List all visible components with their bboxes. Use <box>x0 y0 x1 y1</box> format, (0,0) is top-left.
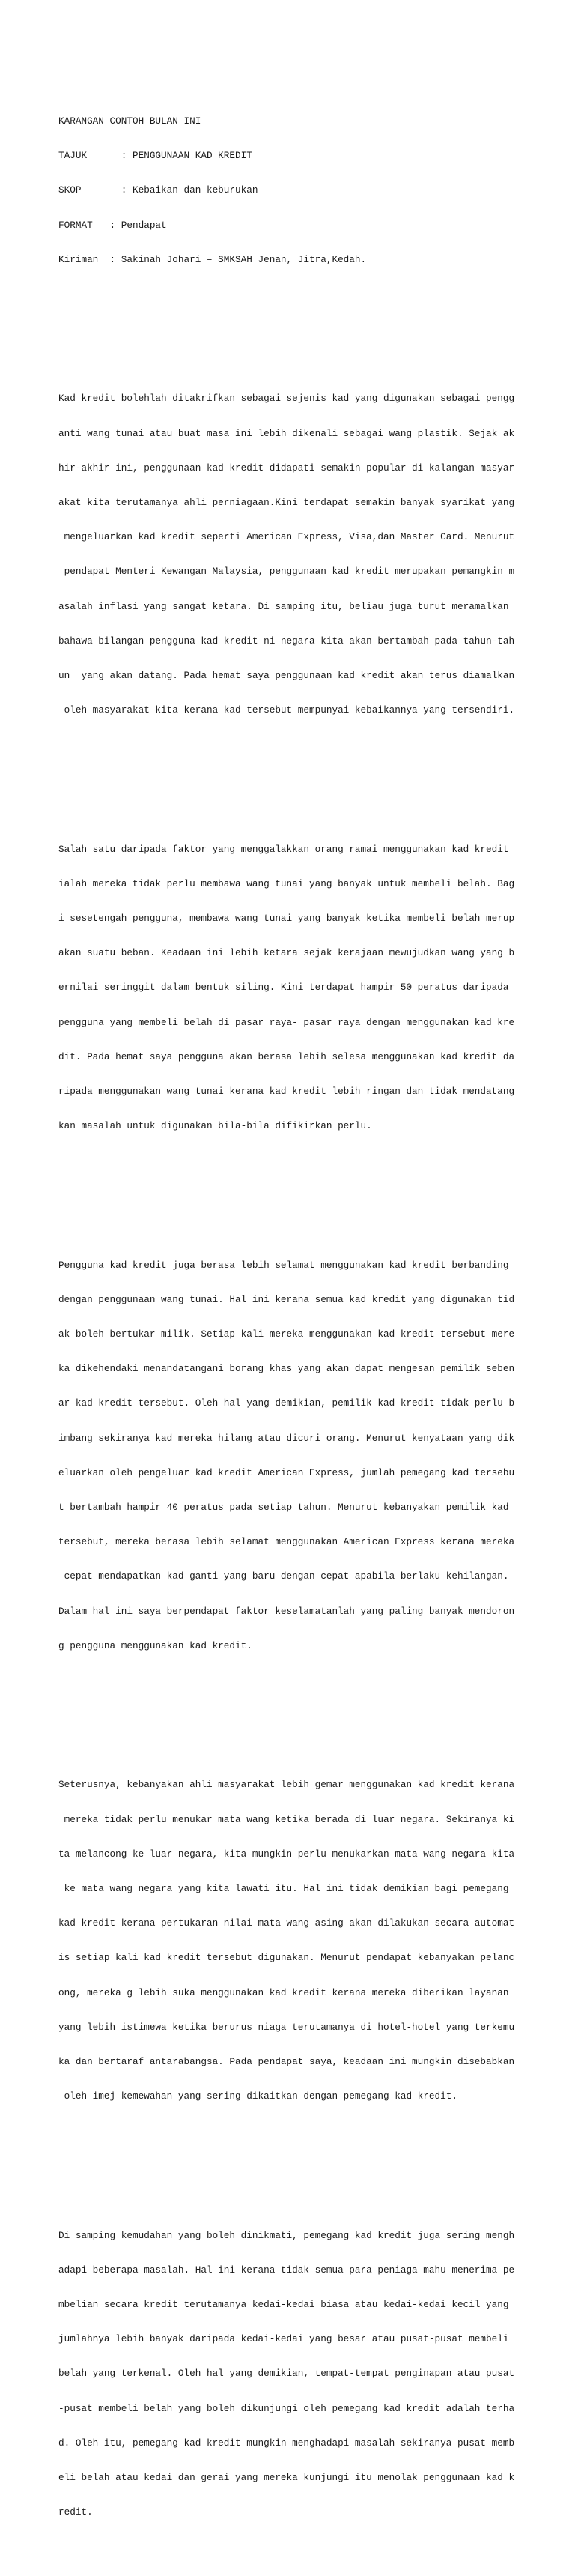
text-line: imbang sekiranya kad mereka hilang atau dicuri orang. Menurut kenyataan yang dik <box>58 1432 515 1444</box>
text-line: ka dan bertaraf antarabangsa. Pada pendapat saya, keadaan ini mungkin disebabkan <box>58 2055 515 2067</box>
paragraph-1 <box>58 369 538 739</box>
text-line: is setiap kali kad kredit tersebut digunakan. Menurut pendapat kebanyakan pelanc <box>58 1952 515 1964</box>
text-line: ak boleh bertukar milik. Setiap kali mereka menggunakan kad kredit tersebut mere <box>58 1328 515 1340</box>
paragraph-2 <box>58 820 538 1155</box>
text-line: redit. <box>58 2506 93 2518</box>
text-line: mbelian secara kredit terutamanya kedai-kedai biasa atau kedai-kedai kecil yang <box>58 2299 509 2311</box>
text-line: cepat mendapatkan kad ganti yang baru dengan cepat apabila berlaku kehilangan. <box>58 1570 509 1582</box>
header-line: SKOP : Kebaikan dan keburukan <box>58 184 258 196</box>
text-line: ernilai seringgit dalam bentuk siling. Kini terdapat hampir 50 peratus daripada <box>58 982 509 994</box>
text-line: ke mata wang negara yang kita lawati itu. Hal ini tidak demikian bagi pemegang <box>58 1882 509 1894</box>
text-line: adapi beberapa masalah. Hal ini kerana tidak semua para peniaga mahu menerima pe <box>58 2264 515 2276</box>
text-line: g pengguna menggunakan kad kredit. <box>58 1639 252 1651</box>
text-line: mengeluarkan kad kredit seperti American Express, Visa,dan Master Card. Menurut <box>58 531 515 543</box>
text-line: anti wang tunai atau buat masa ini lebih dikenali sebagai wang plastik. Sejak ak <box>58 427 515 439</box>
text-line: dengan penggunaan wang tunai. Hal ini kerana semua kad kredit yang digunakan tid <box>58 1293 515 1305</box>
text-line: oleh imej kemewahan yang sering dikaitkan dengan pemegang kad kredit. <box>58 2090 457 2102</box>
text-line: Pengguna kad kredit juga berasa lebih selamat menggunakan kad kredit berbanding <box>58 1259 509 1271</box>
header-line: Kiriman : Sakinah Johari – SMKSAH Jenan, Jitra,Kedah. <box>58 253 367 265</box>
text-line: belah yang terkenal. Oleh hal yang demikian, tempat-tempat penginapan atau pusat <box>58 2368 515 2380</box>
text-line: eli belah atau kedai dan gerai yang mereka kunjungi itu menolak penggunaan kad k <box>58 2472 515 2484</box>
document-header <box>58 92 538 288</box>
text-line: i sesetengah pengguna, membawa wang tunai yang banyak ketika membeli belah merup <box>58 912 515 924</box>
text-line: ar kad kredit tersebut. Oleh hal yang demikian, pemilik kad kredit tidak perlu b <box>58 1397 515 1409</box>
text-line: -pusat membeli belah yang boleh dikunjungi oleh pemegang kad kredit adalah terha <box>58 2402 515 2414</box>
text-line: hir-akhir ini, penggunaan kad kredit didapati semakin popular di kalangan masyar <box>58 462 515 474</box>
text-line: yang lebih istimewa ketika berurus niaga terutamanya di hotel-hotel yang terkemu <box>58 2021 515 2033</box>
paragraph-gap <box>58 2160 538 2172</box>
text-line: pendapat Menteri Kewangan Malaysia, penggunaan kad kredit merupakan pemangkin m <box>58 566 515 578</box>
text-line: akan suatu beban. Keadaan ini lebih ketara sejak kerajaan mewujudkan wang yang b <box>58 947 515 959</box>
text-line: Seterusnya, kebanyakan ahli masyarakat lebih gemar menggunakan kad kredit kerana <box>58 1779 515 1791</box>
text-line: mereka tidak perlu menukar mata wang ketika berada di luar negara. Sekiranya ki <box>58 1813 515 1825</box>
text-line: kan masalah untuk digunakan bila-bila difikirkan perlu. <box>58 1120 372 1132</box>
text-line: ripada menggunakan wang tunai kerana kad kredit lebih ringan dan tidak mendatang <box>58 1086 515 1097</box>
text-line: ta melancong ke luar negara, kita mungkin perlu menukarkan mata wang negara kita <box>58 1848 515 1860</box>
text-line: jumlahnya lebih banyak daripada kedai-kedai yang besar atau pusat-pusat membeli <box>58 2333 509 2345</box>
header-line: FORMAT : Pendapat <box>58 219 167 231</box>
paragraph-gap <box>58 1709 538 1721</box>
text-line: dit. Pada hemat saya pengguna akan berasa lebih selesa menggunakan kad kredit da <box>58 1050 515 1062</box>
paragraph-gap <box>58 774 538 786</box>
text-line: kad kredit kerana pertukaran nilai mata wang asing akan dilakukan secara automat <box>58 1917 515 1929</box>
header-line: TAJUK : PENGGUNAAN KAD KREDIT <box>58 150 252 162</box>
text-line: pengguna yang membeli belah di pasar raya- pasar raya dengan menggunakan kad kre <box>58 1016 515 1028</box>
paragraph-5 <box>58 2207 538 2542</box>
text-line: ka dikehendaki menandatangani borang khas yang akan dapat mengesan pemilik seben <box>58 1363 515 1375</box>
text-line: tersebut, mereka berasa lebih selamat menggunakan American Express kerana mereka <box>58 1536 515 1548</box>
paragraph-gap <box>58 323 538 335</box>
text-line: oleh masyarakat kita kerana kad tersebut mempunyai kebaikannya yang tersendiri. <box>58 704 515 716</box>
text-line: t bertambah hampir 40 peratus pada setiap tahun. Menurut kebanyakan pemilik kad <box>58 1502 509 1514</box>
text-line: d. Oleh itu, pemegang kad kredit mungkin menghadapi masalah sekiranya pusat memb <box>58 2437 515 2449</box>
text-line: Di samping kemudahan yang boleh dinikmati, pemegang kad kredit juga sering mengh <box>58 2229 515 2241</box>
header-line: KARANGAN CONTOH BULAN INI <box>58 115 201 127</box>
text-line: eluarkan oleh pengeluar kad kredit American Express, jumlah pemegang kad tersebu <box>58 1466 515 1478</box>
paragraph-gap <box>58 1190 538 1202</box>
text-line: bahawa bilangan pengguna kad kredit ni negara kita akan bertambah pada tahun-tah <box>58 635 515 647</box>
paragraph-3 <box>58 1236 538 1675</box>
text-line: asalah inflasi yang sangat ketara. Di samping itu, beliau juga turut meramalkan <box>58 600 509 612</box>
text-line: akat kita terutamanya ahli perniagaan.Kini terdapat semakin banyak syarikat yang <box>58 496 515 508</box>
text-line: ong, mereka g lebih suka menggunakan kad kredit kerana mereka diberikan layanan <box>58 1986 509 1998</box>
paragraph-4 <box>58 1756 538 2126</box>
text-line: un yang akan datang. Pada hemat saya penggunaan kad kredit akan terus diamalkan <box>58 669 515 681</box>
document-text <box>58 58 538 2576</box>
text-line: Dalam hal ini saya berpendapat faktor keselamatanlah yang paling banyak mendoron <box>58 1605 515 1617</box>
text-line: Salah satu daripada faktor yang menggalakkan orang ramai menggunakan kad kredit <box>58 843 509 855</box>
text-line: Kad kredit bolehlah ditakrifkan sebagai sejenis kad yang digunakan sebagai pengg <box>58 393 515 405</box>
text-line: ialah mereka tidak perlu membawa wang tunai yang banyak untuk membeli belah. Bag <box>58 877 515 889</box>
